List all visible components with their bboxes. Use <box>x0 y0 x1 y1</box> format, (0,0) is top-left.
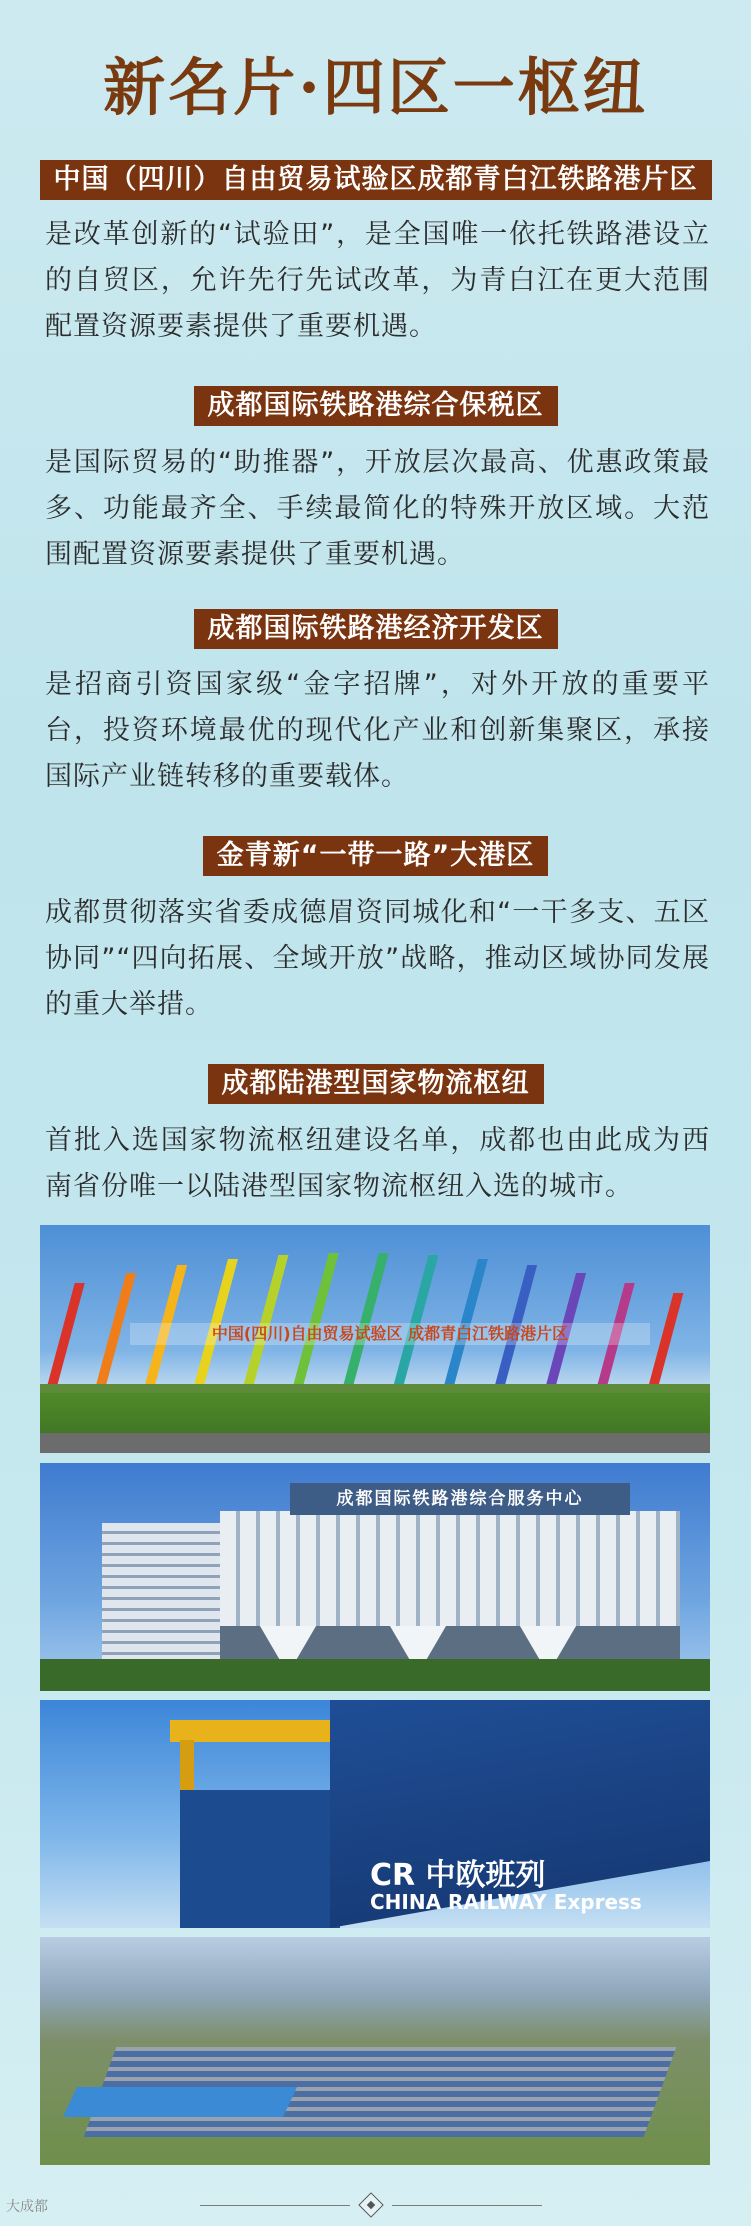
container-logo: CR 中欧班列 <box>370 1858 546 1893</box>
photo-aerial-logistics-hub <box>40 1937 710 2165</box>
section-2-label-wrap <box>0 386 751 426</box>
photo-containers <box>40 1700 710 1928</box>
gate-banner: 中国(四川)自由贸易试验区 成都青白江铁路港片区 <box>130 1323 650 1345</box>
section-text: 是改革创新的“试验田”，是全国唯一依托铁路港设立的自贸区，允许先行先试改革，为青白江在更大范围配置资源要素提供了重要机遇。 <box>45 219 710 342</box>
diamond-icon <box>358 2192 383 2217</box>
container-stack <box>180 1790 340 1928</box>
building-sign: 成都国际铁路港综合服务中心 <box>290 1483 630 1515</box>
section-4-label-wrap <box>0 836 751 876</box>
section-5-label-wrap <box>0 1064 751 1104</box>
road <box>40 1433 710 1453</box>
section-label: 成都国际铁路港经济开发区 <box>194 609 558 649</box>
section-label: 中国（四川）自由贸易试验区成都青白江铁路港片区 <box>40 160 712 200</box>
divider-line <box>392 2205 542 2206</box>
section-text: 是招商引资国家级“金字招牌”，对外开放的重要平台，投资环境最优的现代化产业和创新集聚区，承接国际产业链转移的重要载体。 <box>45 669 710 792</box>
section-label: 成都国际铁路港综合保税区 <box>194 386 558 426</box>
divider-line <box>200 2205 350 2206</box>
photo-service-center-building <box>40 1463 710 1691</box>
section-1-label-wrap <box>0 160 751 200</box>
watermark: 大成都 <box>6 2199 48 2215</box>
section-text: 是国际贸易的“助推器”，开放层次最高、优惠政策最多、功能最齐全、手续最简化的特殊开放区域。大范围配置资源要素提供了重要机遇。 <box>45 447 710 570</box>
photo-free-trade-zone-gate <box>40 1225 710 1453</box>
section-text: 成都贯彻落实省委成德眉资同城化和“一干多支、五区协同”“四向拓展、全域开放”战略，推动区域协同发展的重大举措。 <box>45 897 710 1020</box>
container-english: CHINA RAILWAY Express <box>370 1890 642 1914</box>
section-label: 金青新“一带一路”大港区 <box>203 836 549 876</box>
building-facade <box>220 1511 680 1626</box>
gate-bar <box>45 1283 84 1393</box>
section-label: 成都陆港型国家物流枢纽 <box>208 1064 544 1104</box>
section-text: 首批入选国家物流枢纽建设名单，成都也由此成为西南省份唯一以陆港型国家物流枢纽入选的城市。 <box>45 1125 710 1202</box>
page-title: 新名片·四区一枢纽 <box>103 51 648 124</box>
section-3-label-wrap <box>0 609 751 649</box>
gate-bar <box>647 1293 684 1393</box>
warehouse-roof <box>63 2087 297 2117</box>
trees <box>40 1659 710 1691</box>
